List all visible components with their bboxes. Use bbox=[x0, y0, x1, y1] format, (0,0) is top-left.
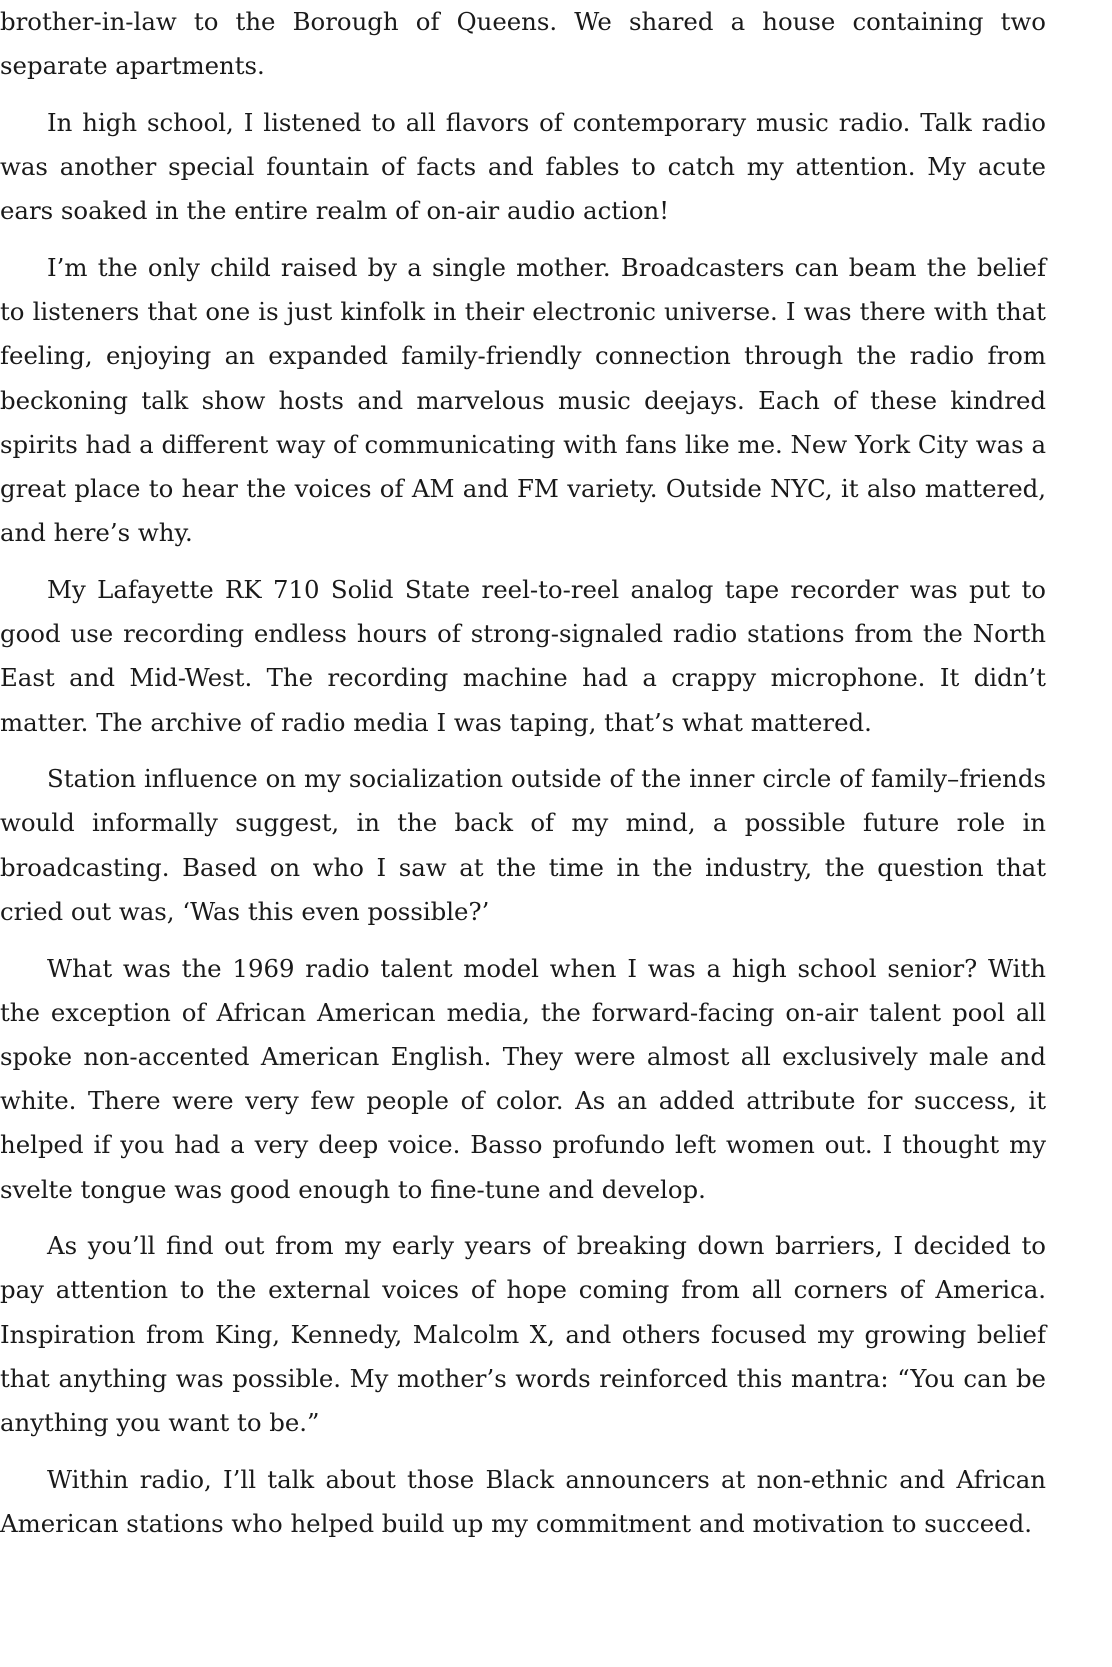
paragraph-breaking-barriers: As you’ll find out from my early years of breaking down barriers, I decided to pay attention to the external voices of hope coming from all corners of America. Inspiration from King, Kennedy, Malcolm X, and others focused my growing belief that anything was possible. My mother’s words reinforced this mantra: “You can be anything you want to be.” bbox=[0, 1231, 1046, 1438]
paragraph-tape-recorder: My Lafayette RK 710 Solid State reel-to-reel analog tape recorder was put to good use recording endless hours of strong-signaled radio stations from the North East and Mid-West. The recording machine had a crappy microphone. It didn’t matter. The archive of radio media I was taping, that’s what mattered. bbox=[0, 574, 1046, 737]
paragraph-1969-talent-model: What was the 1969 radio talent model when I was a high school senior? With the exception of African American media, the forward-facing on-air talent pool all spoke non-accented American English. They were almost all exclusively male and white. There were very few people of color. As an added attribute for success, it helped if you had a very deep voice. Basso profundo left women out. I thought my svelte tongue was good enough to fine-tune and develop. bbox=[0, 953, 1046, 1204]
paragraph-single-mother: I’m the only child raised by a single mother. Broadcasters can beam the belief to listeners that one is just kinfolk in their electronic universe. I was there with that feeling, enjoying an expanded family-friendly connection through the radio from beckoning talk show hosts and marvelous music deejays. Each of these kindred spirits had a different way of communicating with fans like me. New York City was a great place to hear the voices of AM and FM variety. Outside NYC, it also mattered, and here’s why. bbox=[0, 253, 1046, 548]
paragraph-high-school-radio: In high school, I listened to all flavors of contemporary music radio. Talk radio was another special fountain of facts and fables to catch my attention. My acute ears soaked in the entire realm of on-air audio action! bbox=[0, 107, 1046, 226]
paragraph-station-influence: Station influence on my socialization outside of the inner circle of family–friends would informally suggest, in the back of my mind, a possible future role in broadcasting. Based on who I saw at the time in the industry, the question that cried out was, ‘Was this even possible?’ bbox=[0, 764, 1046, 926]
paragraph-continuation: brother-in-law to the Borough of Queens. We shared a house containing two separate apartments. bbox=[0, 7, 1046, 81]
paragraph-black-announcers: Within radio, I’ll talk about those Black announcers at non-ethnic and African American stations who helped build up my commitment and motivation to succeed. bbox=[0, 1464, 1046, 1538]
